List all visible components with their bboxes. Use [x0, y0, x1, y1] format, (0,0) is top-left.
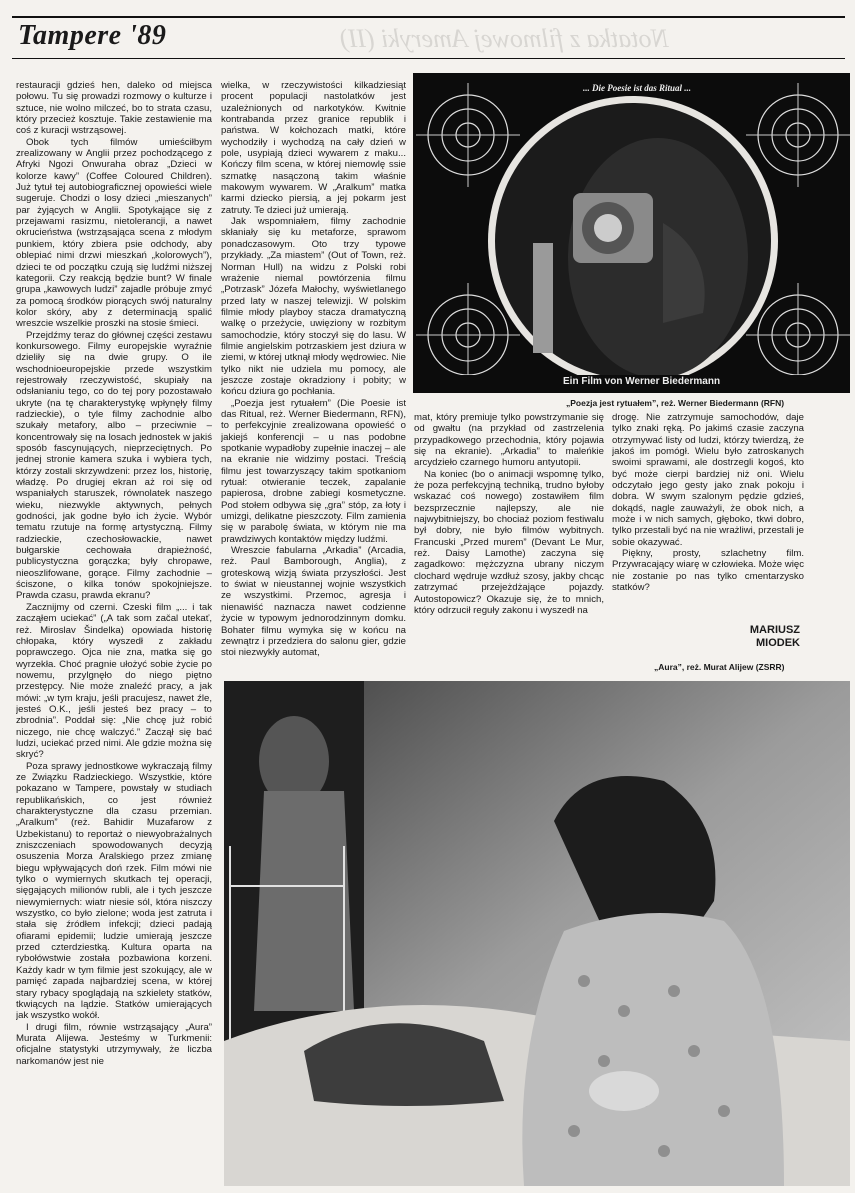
photo-poezja-graphic [413, 73, 850, 393]
photo-credit-text: Ein Film von Werner Biedermann [563, 376, 721, 387]
article-column-3 [414, 412, 604, 652]
article-column-2 [221, 80, 406, 690]
author-byline [712, 624, 800, 650]
photo-title-text: ... Die Poesie ist das Ritual ... [583, 83, 691, 93]
header-rule-top [12, 16, 845, 18]
paragraph: Przejdźmy teraz do głównej części zestawu konkursowego. Filmy europejskie wyraźnie dzieliły się na dwie grupy. O ile wschodnioeuropejskie przede wszystkim rejestrowały rzeczywistość, skupiały na odsłanianiu tego, co do tej pory pozostawało ukryte (na tę charakterystykę wpłynęły filmy radzieckie), o tyle filmy zachodnie albo szukały metafory, albo – przeciwnie – koncentrowały się na losach jednostek w jakiś sposób fascynujących, nieprzeciętnych. Po jednej stronie kamera szuka i wybiera tych, którzy zostali skrzywdzeni: przez los, historię, władzę. Po drugiej ekran aż roi się od wspaniałych staruszek, równolatek naszego wieku, niezwykle aktywnych, pełnych godności, jak godne było ich życie. Wybór tematu rzutuje na formę artystyczną. Filmy radzieckie, czechosłowackie, nawet bułgarskie cechowała drapieżność, publicystyczna gorączka; były chropawe, nieoszlifowane, gorące. Filmy zachodnie – ściszone, o kilka tonów spokojniejsze. Prawda czasu, prawda ekranu? [16, 329, 212, 602]
film-still-poezja [413, 73, 850, 393]
paragraph: Jak wspomniałem, filmy zachodnie skłaniały się ku metaforze, sprawom ponadczasowym. Oto trzy typowe przykłady. „Za miastem” (Out of Town, reż. Norman Hull) na widzu z Polski robi wrażenie niemal powtórzenia filmu „Potrzask” Józefa Małochy, wyświetlanego przed laty w naszej telewizji. W polskim filmie młody playboy stacza dramatyczną walkę o przeżycie, uwięziony w rozbitym samochodzie, który stoczył się do lasu. W filmie angielskim potrzaskiem jest dziura w ziemi, w której utknął młody wędrowiec. Nie tylko nikt nie udziela mu pomocy, ale jeszcze zostaje okradziony i pobity; w końcu dziura go pochłania. [221, 216, 406, 398]
bleed-through-title: Notatka z filmowej Ameryki (II) [340, 24, 669, 53]
paragraph: Poza sprawy jednostkowe wykraczają filmy ze Związku Radzieckiego. Wszystkie, które pokazano w Tampere, powstały w studiach republikańskich, co jest również charakterystyczne dla czasu przemian. „Aralkum” (reż. Bahidir Muzafarow z Uzbekistanu) to reportaż o niewyobrażalnych zniszczeniach spowodowanych decyzją osuszenia Morza Aralskiego przez zmianę biegu wpływających doń rzek. Film mówi nie tylko o wymiernych skutkach tej operacji, sięgających milionów rubli, ale i tych jeszcze niewymiernych: wiatr niesie sól, która niszczy wszystko, co było zielone; woda jest zatruta i stała się źródłem infekcji; dzieci padają ofiarami epidemii; ludzie umierają jeszcze przed czterdziestką. Kultura oparta na rybołówstwie została pozbawiona korzeni. Każdy kadr w tym filmie jest szokujący, ale w pamięć zapada najbardziej scena, w której stary rybacy spoglądają na szkielety statków, tkwiących na lądzie. Statków umierających jak wszystko wokół. [16, 760, 212, 1022]
photo-aura-graphic [224, 681, 850, 1186]
photo-caption-poezja: „Poezja jest rytuałem”, reż. Werner Biedermann (RFN) [566, 398, 785, 408]
paragraph: Zacznijmy od czerni. Czeski film „... i tak zacząłem uciekać” („A tak som začal utekať, reż. Miroslav Šindelka) opowiada historię chłopaka, który wyszedł z zakładu poprawczego. Ojca nie zna, matka się go wyrzekła. Choć pragnie ułożyć sobie życie po nowemu, przylgnęło do niego piętno przestępcy. Nie może znaleźć pracy, a jak mówi: „w tym kraju, jeśli pracujesz, nawet źle, jesteś O.K., jeśli jesteś bez pracy – to zbrodnia”. Poddał się: „Nie chcę już robić niczego, nie chcę walczyć.” Zaczął się bać ludzi, uciekać przed nimi. Ale gdzie można się skryć? [16, 601, 212, 761]
article-column-1 [16, 80, 212, 1185]
paragraph: drogę. Nie zatrzymuje samochodów, daje tylko znaki ręką. Po jakimś czasie zaczyna otrzymywać listy od ludzi, którzy twierdzą, że jakoś im pomógł. Wielu było zatroskanych swoimi sprawami, ale dostrzegli kogoś, kto być może cierpi bardziej niż oni. Wielu odczytało jego gesty jako znak pokoju i dobra. W swym szalonym pędzie gdzieś, dokądś, nagle zauważyli, że obok nich, a może i w nich samych, głęboko, tkwi dobro, tylko przestali być na nie wrażliwi, przestali je sobie okazywać. [612, 412, 804, 548]
paragraph: wielka, w rzeczywistości kilkadziesiąt procent populacji nastolatków jest uzależnionych od narkotyków. Kwitnie kontrabanda przez granice republik i państwa. W kołchozach matki, które wychodziły i wychodzą na cały dzień w pole, usypiają dzieci wywarem z maku... Kończy film scena, w której niemowlę ssie szmatkę nasączoną takim właśnie makowym wywarem. W „Aralkum” matka karmi dziecko piersią, a jej pokarm jest zatruty. Te dzieci już umierają. [221, 80, 406, 216]
photo-caption-aura: „Aura”, reż. Murat Alijew (ZSRR) [654, 662, 785, 672]
paragraph: restauracji gdzieś hen, daleko od miejsca połowu. Tu się prowadzi rozmowy o kulturze i sztuce, nie wolno milczeć, bo to strata czasu, który przecież kosztuje. Takie zestawienie ma coś z kuracji wstrząsowej. [16, 80, 212, 137]
paragraph: mat, który premiuje tylko powstrzymanie się od gwałtu (na przykład od zastrzelenia przypadkowego przechodnia, który pojawia się na ekranie). „Arkadia” to maleńkie arcydzieło czarnego humoru antyutopii. [414, 412, 604, 469]
article-column-4 [612, 412, 804, 617]
header-rule-bottom [12, 58, 845, 59]
author-last-name: MIODEK [756, 637, 800, 649]
film-still-aura [224, 681, 850, 1186]
paragraph: Obok tych filmów umieściłbym zrealizowany w Anglii przez pochodzącego z Afryki Ngozi Onwuraha obraz „Dzieci w kolorze kawy” (Coffee Coloured Children). Już tytuł tej autobiograficznej opowieści wiele sugeruje. Chodzi o losy dzieci „mieszanych” par żyjących w Anglii. Spotykające się z przejawami rasizmu, nietolerancji, a nawet okrucieństwa (wstrząsająca scena z młodym punkiem, który zbiera psie odchody, aby oblepiać nimi drzwi mieszkań „kolorowych”), dzieci te od początku czują się ludźmi niższej kategorii. Czy reakcją będzie bunt? W finale grupa „kawowych ludzi” zajadle próbuje zmyć za pomocą środków piorących swój naturalny kolor skóry, aby z determinacją spalić wreszcie wszelkie proszki na stosie śmieci. [16, 136, 212, 330]
paragraph: Piękny, prosty, szlachetny film. Przywracający wiarę w człowieka. Może więc nie zostanie po nas tylko cmentarzysko statków? [612, 548, 804, 594]
paragraph: „Poezja jest rytuałem” (Die Poesie ist das Ritual, reż. Werner Biedermann, RFN), to perfekcyjnie zrealizowana opowieść o jakiejś konferencji – u nas podobne spotkanie wypadłoby zupełnie inaczej – ale na ekranie nie widzimy postaci. Treścią filmu jest towarzyszący takim spotkaniom rytuał: otwieranie teczek, zapalanie papierosa, drobne zabiegi kosmetyczne. Pod stołem odbywa się „gra” stóp, za łoty i umizgi, delikatne pieszczoty. Film zamienia się w parabolę świata, w którym nie ma prawdziwych kontaktów między ludźmi. [221, 397, 406, 545]
page-title: Tampere '89 [18, 20, 167, 51]
paragraph: Wreszcie fabularna „Arkadia” (Arcadia, reż. Paul Bamborough, Anglia), z groteskową wizją świata przyszłości. Jest to świat w nieustannej wojnie wszystkich ze wszystkimi. Przemoc, agresja i nienawiść naznacza nawet codzienne życie w typowym jednorodzinnym domku. Bohater filmu wymyka się w końcu na zewnątrz i przedziera do salonu gier, gdzie stoi niezwykły automat, [221, 545, 406, 659]
author-first-name: MARIUSZ [749, 624, 800, 636]
paragraph: Na koniec (bo o animacji wspomnę tylko, że poza perfekcyjną techniką, trudno byłoby wskazać coś nowego) zostawiłem film bezsprzecznie najlepszy, ale nie najwybitniejszy, bo chociaż poziom festiwalu był dobry, nie było filmów wybitnych. Francuski „Przed murem” (Devant Le Mur, reż. Daisy Lamothe) zaczyna się zagadkowo: mężczyzna ubrany niczym clochard wędruje wzdłuż szosy, jakby chcąc zatrzymać przejeżdżające pojazdy. Autostopowicz? Okazuje się, że to mnich, który odrzucił reguły zakonu i wyszedł na [414, 468, 604, 616]
paragraph: I drugi film, równie wstrząsający „Aura” Murata Alijewa. Jesteśmy w Turkmenii: oficjalne statystyki utrzymywały, że liczba narkomanów jest nie [16, 1021, 212, 1067]
